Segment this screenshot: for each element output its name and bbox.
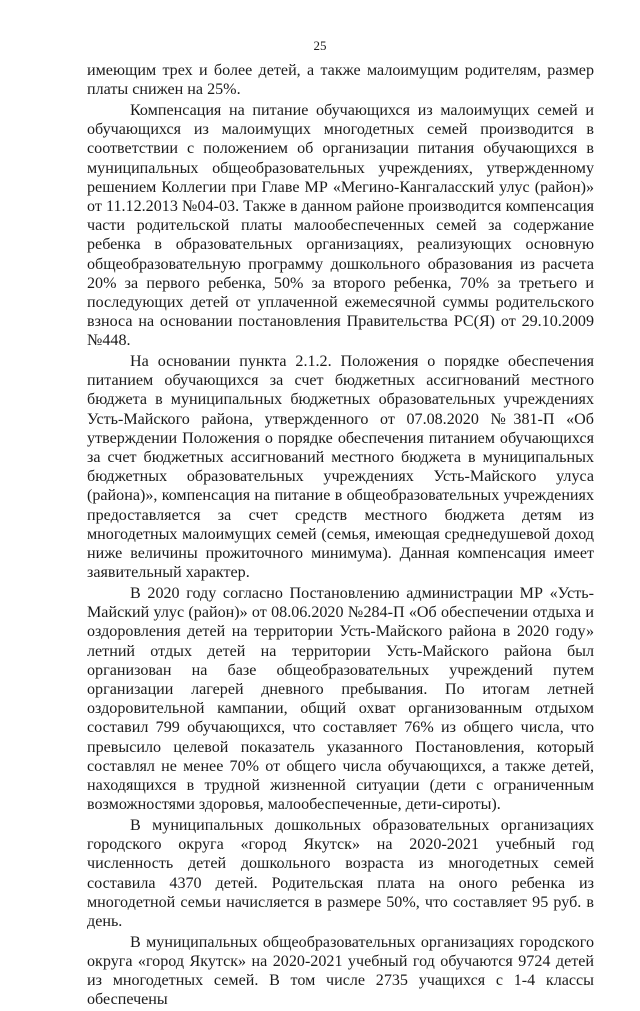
page-number: 25 [313, 38, 327, 53]
paragraph-meal-compensation: Компенсация на питание обучающихся из малоимущих семей и обучающихся из малоимущих многодетных семей производится в соответствии с положением об организации питания обучающихся в муниципальных общеобразовательных учреждениях, утвержденному решением Коллегии при Главе МР «Мегино-Кангаласский улус (район)» от 11.12.2013 №04-03. Также в данном районе производится компенсация части родительской платы малообеспеченных семей за содержание ребенка в образовательных организациях, реализующих основную общеобразовательную программу дошкольного образования из расчета 20% за первого ребенка, 50% за второго ребенка, 70% за третьего и последующих детей от уплаченной ежемесячной суммы родительского взноса на основании постановления Правительства РС(Я) от 29.10.2009 №448. [87, 101, 594, 350]
paragraph-yakutsk-schools: В муниципальных общеобразовательных организациях городского округа «город Якутск» на 2020-2021 учебный год обучаются 9724 детей из многодетных семей. В том числе 2735 учащихся с 1-4 классы обеспечены [87, 933, 594, 1009]
paragraph-summer-recreation: В 2020 году согласно Постановлению администрации МР «Усть-Майский улус (район)» от 08.06.2020 №284-П «Об обеспечении отдыха и оздоровления детей на территории Усть-Майского района в 2020 году» летний отдых детей на территории Усть-Майского района был организован на базе общеобразовательных учреждений путем организации лагерей дневного пребывания. По итогам летней оздоровительной кампании, общий охват организованным отдыхом составил 799 обучающихся, что составляет 76% из общего числа, что превысило целевой показатель указанного Постановления, который составлял не менее 70% от общего числа обучающихся, а также детей, находящихся в трудной жизненной ситуации (дети с ограниченным возможностями здоровья, малообеспеченные, дети-сироты). [87, 584, 594, 814]
document-body [87, 61, 594, 1011]
paragraph-ust-maya-meals: На основании пункта 2.1.2. Положения о порядке обеспечения питанием обучающихся за счет бюджетных ассигнований местного бюджета в муниципальных бюджетных образовательных учреждениях Усть-Майского района, утвержденного от 07.08.2020 №381-П «Об утверждении Положения о порядке обеспечения питанием обучающихся за счет бюджетных ассигнований местного бюджета в муниципальных бюджетных образовательных учреждениях Усть-Майского улуса (района)», компенсация на питание в общеобразовательных учреждениях предоставляется за счет средств местного бюджета детям из многодетных малоимущих семей (семья, имеющая среднедушевой доход ниже величины прожиточного минимума). Данная компенсация имеет заявительный характер. [87, 353, 594, 582]
paragraph-yakutsk-preschool: В муниципальных дошкольных образовательных организациях городского округа «город Якутск» на 2020-2021 учебный год численность детей дошкольного возраста из многодетных семей составила 4370 детей. Родительская плата на оного ребенка из многодетной семьи начисляется в размере 50%, что составляет 95 руб. в день. [87, 816, 594, 930]
paragraph-continuation: имеющим трех и более детей, а также малоимущим родителям, размер платы снижен на 25%. [87, 62, 594, 99]
